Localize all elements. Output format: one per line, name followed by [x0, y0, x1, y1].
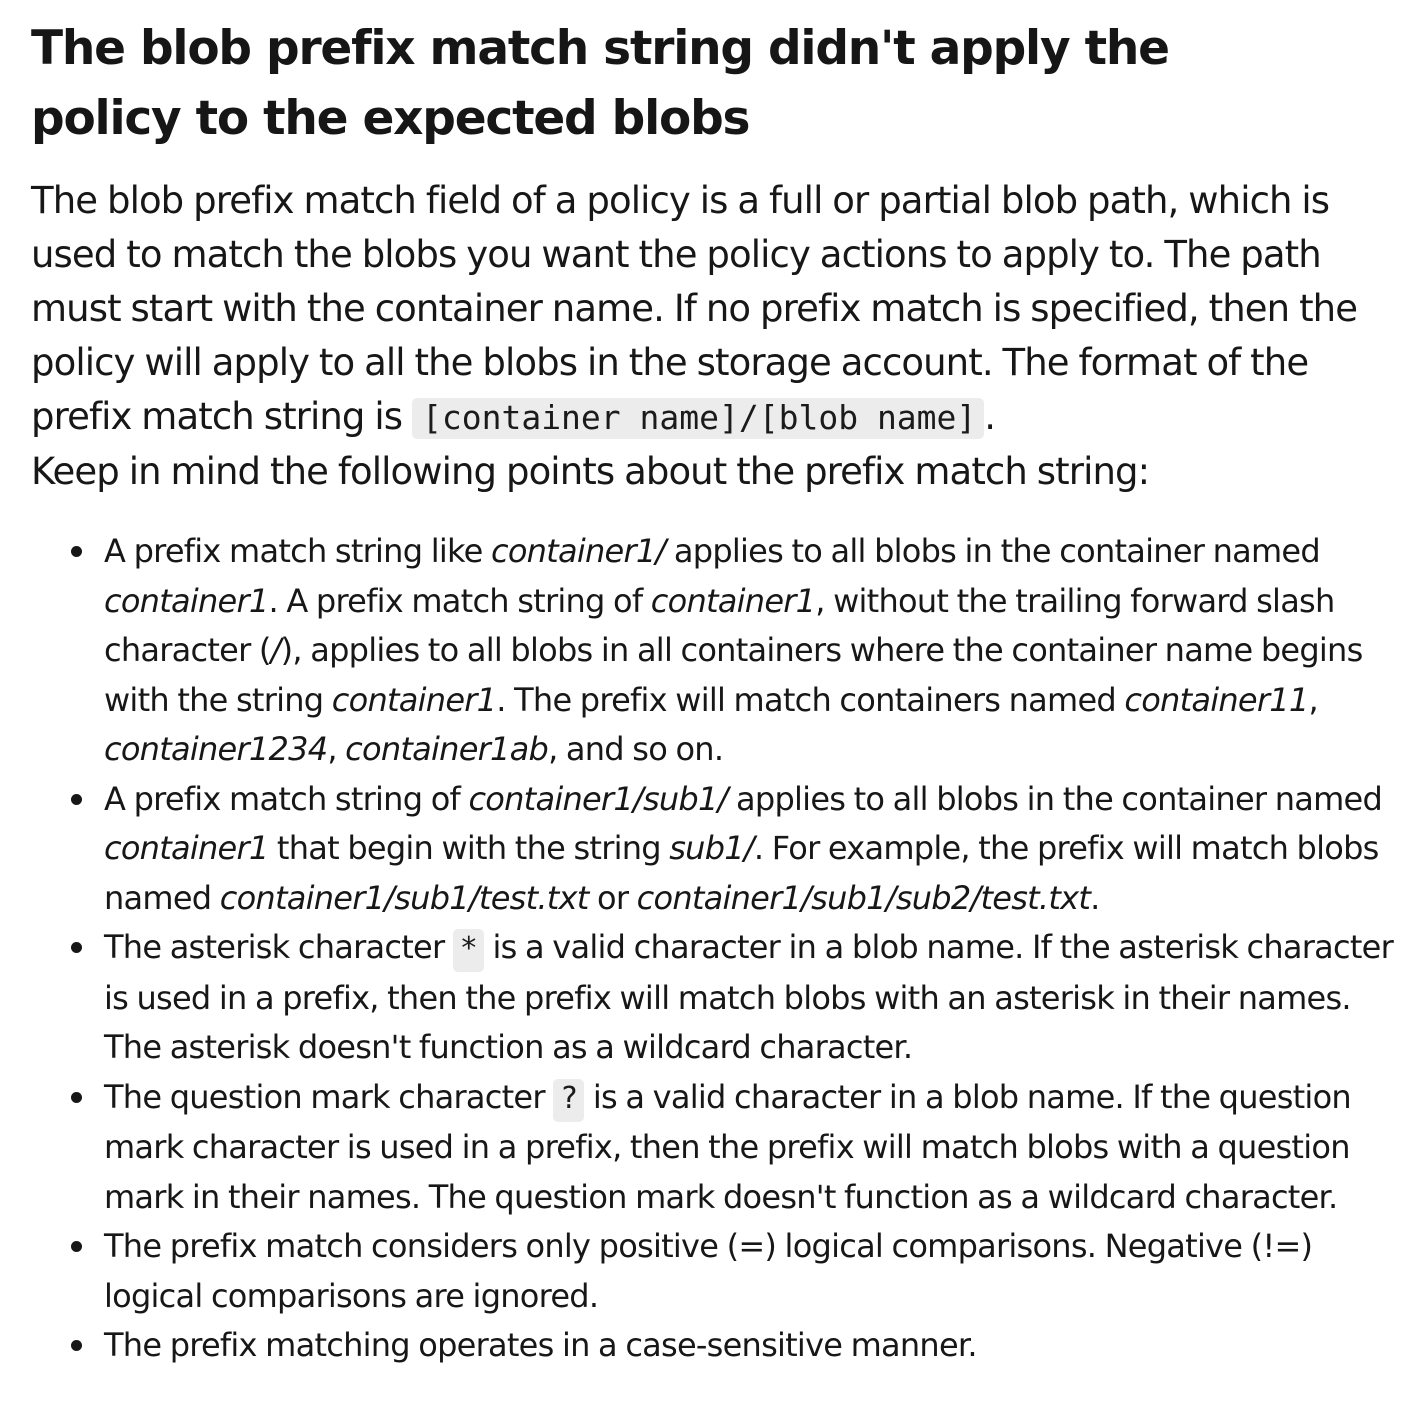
text-segment: . The prefix will match containers named	[496, 680, 1125, 719]
text-segment: , without the trailing forward slash character (	[104, 581, 1335, 669]
italic-term: container1ab	[345, 730, 549, 768]
italic-term: container1/sub1/sub2/test.txt	[636, 878, 1091, 917]
text-segment: ,	[327, 730, 346, 768]
italic-term: container1	[104, 581, 269, 620]
intro-paragraph	[31, 174, 1394, 499]
text-segment: The asterisk character	[104, 928, 453, 966]
italic-term: container1/sub1/	[468, 779, 728, 818]
text-segment: applies to all blobs in the container named	[727, 779, 1383, 818]
text-segment: A prefix match string like	[104, 532, 491, 570]
bullet-icon	[71, 942, 82, 953]
text-segment: ,	[1308, 680, 1318, 719]
text-segment: , and so on.	[548, 730, 724, 768]
italic-term: container1/	[490, 532, 666, 570]
text-segment: The prefix match considers only positive (=) logical comparisons. Negative (!=) logical comparisons are ignored.	[104, 1227, 1313, 1315]
italic-term: container1/sub1/test.txt	[219, 878, 589, 917]
list-item-text	[104, 1326, 977, 1364]
italic-term: container11	[1124, 680, 1309, 719]
intro-text: The blob prefix match field of a policy is a full or partial blob path, which is used to match the blobs you want the policy actions to apply to. The path must start with the container name. If no prefix match is specified, then the policy will apply to all the blobs in the storage account. The format of the prefix match string is	[31, 179, 1358, 438]
inline-code: ?	[553, 1079, 584, 1122]
italic-term: sub1/	[669, 829, 754, 867]
text-segment: . For example, the prefix will match blobs named	[104, 829, 1379, 917]
list-item-text	[104, 1078, 1351, 1216]
text-segment: . A prefix match string of	[268, 581, 651, 620]
text-segment: A prefix match string of	[104, 779, 469, 818]
article-title: The blob prefix match string didn't apply the policy to the expected blobs	[31, 21, 1169, 146]
text-segment: .	[1090, 878, 1100, 917]
inline-code: *	[453, 929, 484, 972]
list-item-text	[104, 928, 1393, 1066]
text-segment: The question mark character	[104, 1077, 554, 1116]
list-item-text	[104, 1227, 1312, 1315]
text-segment: applies to all blobs in the container named	[665, 532, 1320, 570]
list-item	[104, 923, 1394, 1073]
text-segment: or	[588, 878, 637, 917]
bullet-icon	[71, 1092, 82, 1103]
list-item	[104, 1222, 1394, 1321]
list-item	[104, 527, 1394, 775]
text-segment: is a valid character in a blob name. If the question mark character is used in a prefix, then the prefix will match blobs with a question mark in their names. The question mark doesn't function as a wildcard character.	[104, 1077, 1351, 1216]
text-segment: is a valid character in a blob name. If the asterisk character is used in a prefix, then the prefix will match blobs with an asterisk in their names. The asterisk doesn't function as a wildcard character.	[104, 928, 1393, 1066]
text-segment: The prefix matching operates in a case-sensitive manner.	[104, 1326, 977, 1364]
list-item	[104, 1073, 1394, 1223]
list-item	[104, 1321, 1394, 1371]
text-segment: that begin with the string	[268, 829, 670, 867]
bullet-icon	[71, 1340, 82, 1351]
italic-term: container1	[331, 680, 497, 719]
italic-term: container1	[650, 581, 816, 620]
bullet-icon	[71, 1241, 82, 1252]
italic-term: container1234	[104, 730, 328, 768]
italic-term: /	[270, 631, 281, 669]
intro-followup: Keep in mind the following points about the prefix match string:	[31, 450, 1150, 493]
prefix-points-list	[31, 527, 1394, 1371]
italic-term: container1	[104, 829, 269, 867]
bullet-icon	[71, 546, 82, 557]
bullet-icon	[71, 794, 82, 805]
intro-period: .	[984, 395, 996, 438]
prefix-format-code: [container name]/[blob name]	[412, 398, 984, 439]
text-segment: ), applies to all blobs in all containers where the container name begins with the string	[104, 631, 1363, 719]
list-item	[104, 775, 1394, 924]
list-item-text	[104, 532, 1362, 768]
list-item-text	[104, 780, 1382, 917]
